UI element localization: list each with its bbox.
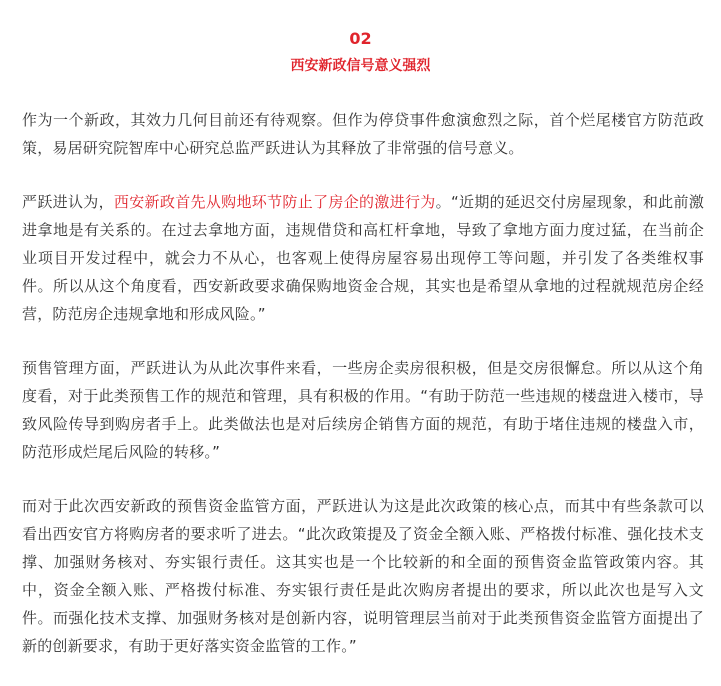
paragraph-4: 而对于此次西安新政的预售资金监管方面，严跃进认为这是此次政策的核心点，而其中有些条款可以看出西安官方将购房者的要求听了进去。“此次政策提及了资金全额入账、严格拨付标准、强化技术支撑、加强财务核对、夯实银行责任。这其实也是一个比较新的和全面的预售资金监管政策内容。其中，资金全额入账、严格拨付标准、夯实银行责任是此次购房者提出的要求，所以此次也是写入文件。而强化技术支撑、加强财务核对是创新内容，说明管理层当前对于此类预售资金监管方面提出了新的创新要求，有助于更好落实资金监管的工作。” bbox=[22, 497, 704, 655]
paragraph-2-highlight: 西安新政首先从购地环节防止了房企的激进行为 bbox=[113, 193, 436, 211]
paragraph-2-rest: 。“近期的延迟交付房屋现象，和此前激进拿地是有关系的。在过去拿地方面，违规借贷和高杠杆拿地，导致了拿地方面力度过猛，在当前企业项目开发过程中，就会力不从心，也客观上使得房屋容易出现停工等问题，并引发了各类维权事件。所以从这个角度看，西安新政要求确保购地资金合规，其实也是希望从拿地的过程就规范房企经营，防范房企违规拿地和形成风险。” bbox=[22, 193, 705, 323]
section-number: 02 bbox=[349, 29, 372, 48]
paragraph-2-lead: 严跃进认为， bbox=[22, 193, 114, 211]
paragraph-1: 作为一个新政，其效力几何目前还有待观察。但作为停贷事件愈演愈烈之际，首个烂尾楼官方防范政策，易居研究院智库中心研究总监严跃进认为其释放了非常强的信号意义。 bbox=[22, 111, 704, 157]
paragraph-3: 预售管理方面，严跃进认为从此次事件来看，一些房企卖房很积极，但是交房很懈怠。所以从这个角度看，对于此类预售工作的规范和管理，具有积极的作用。“有助于防范一些违规的楼盘进入楼市，导致风险传导到购房者手上。此类做法也是对后续房企销售方面的规范，有助于堵住违规的楼盘入市，防范形成烂尾后风险的转移。” bbox=[22, 359, 704, 461]
article-body bbox=[22, 106, 704, 686]
paragraph-2 bbox=[22, 188, 704, 328]
section-title: 西安新政信号意义强烈 bbox=[290, 58, 431, 74]
